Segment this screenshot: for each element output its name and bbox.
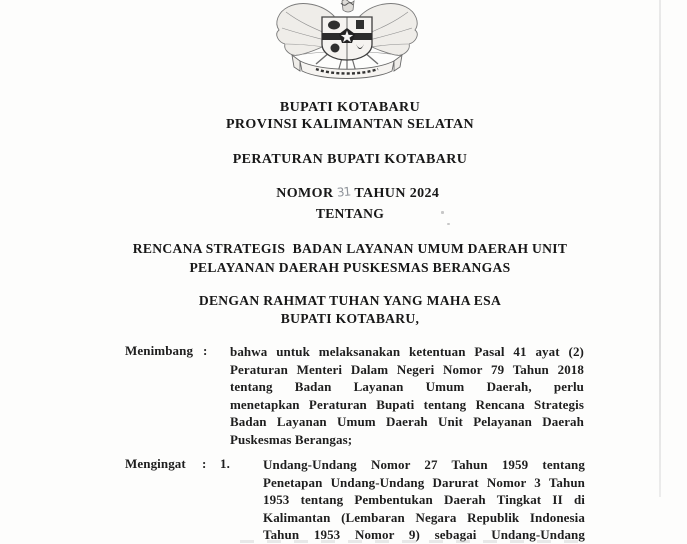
menimbang-line: menetapkan Peraturan Bupati tentang Rencana Strategis: [230, 396, 584, 412]
letterhead-authority: BUPATI KOTABARU: [279, 100, 421, 115]
mengingat-colon: :: [202, 456, 207, 471]
menimbang-line: Puskesmas Berangas;: [230, 431, 353, 447]
mengingat-line: Undang-Undang Nomor 27 Tahun 1959 tentang: [263, 457, 585, 472]
nomor-year: TAHUN 2024: [354, 186, 440, 201]
menimbang-colon: :: [203, 343, 208, 358]
invocation-line-1: DENGAN RAHMAT TUHAN YANG MAHA ESA: [198, 293, 502, 308]
regulation-title: PERATURAN BUPATI KOTABARU: [232, 152, 468, 167]
mengingat-line: Penetapan Undang-Undang Darurat Nomor 3 Tahun: [263, 474, 585, 490]
menimbang-line: Peraturan Menteri Dalam Negeri Nomor 79 Tahun 2018: [230, 361, 584, 377]
letterhead-province: PROVINSI KALIMANTAN SELATAN: [225, 117, 475, 132]
menimbang-body: [230, 343, 584, 449]
scan-speck: [441, 211, 444, 214]
subject-line-2: PELAYANAN DAERAH PUSKESMAS BERANGAS: [189, 260, 511, 275]
scan-speck: [447, 223, 450, 225]
mengingat-item-number: 1.: [220, 456, 230, 471]
mengingat-item-body: [263, 456, 585, 544]
invocation-line-2: BUPATI KOTABARU,: [280, 311, 420, 326]
mengingat-line: Tahun 1953 Nomor 9) sebagai Undang-Undang: [263, 527, 585, 543]
nomor-handwritten-number: 31: [336, 184, 352, 200]
tentang-label: TENTANG: [315, 206, 385, 221]
mengingat-label: Mengingat: [125, 456, 186, 471]
subject-line-1: RENCANA STRATEGIS BADAN LAYANAN UMUM DAERAH UNIT: [132, 241, 568, 256]
scan-edge-line: [659, 0, 661, 497]
menimbang-line: bahwa untuk melaksanakan ketentuan Pasal 41 ayat (2): [230, 344, 584, 359]
garuda-pancasila-emblem: [272, 0, 422, 80]
cut-off-next-line: [240, 540, 585, 543]
menimbang-line: Badan Layanan Umum Daerah Unit Pelayanan Daerah: [230, 414, 584, 430]
menimbang-line: tentang Badan Layanan Umum Daerah, perlu: [230, 379, 584, 395]
nomor-label: NOMOR: [276, 186, 334, 201]
menimbang-label: Menimbang: [125, 343, 194, 358]
mengingat-line: Kalimantan (Lembaran Negara Republik Indonesia: [263, 509, 585, 525]
mengingat-line: 1953 tentang Pembentukan Daerah Tingkat II di: [263, 492, 585, 508]
